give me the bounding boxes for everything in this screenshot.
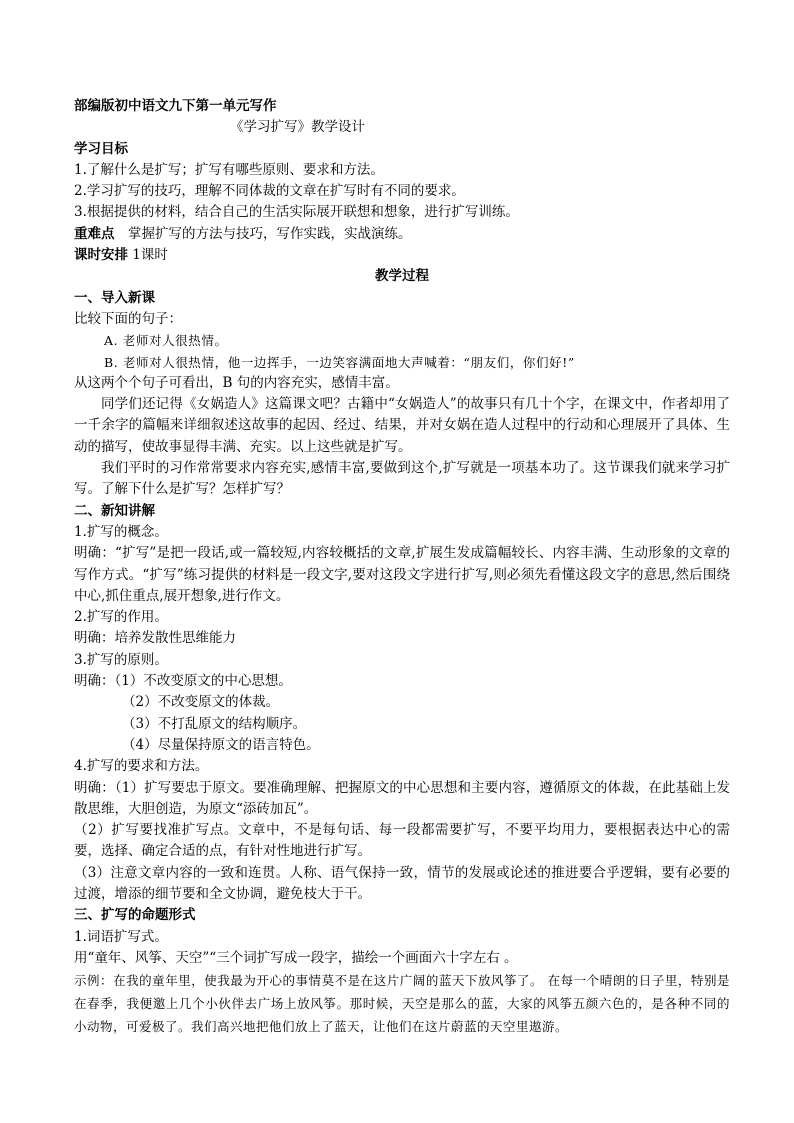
- section-heading: 二、新知讲解: [74, 502, 155, 519]
- objective-item: 2.学习扩写的技巧，理解不同体裁的文章在扩写时有不同的要求。: [74, 183, 465, 200]
- schedule-label: 课时安排: [74, 247, 128, 264]
- sentence-b: B. 老师对人很热情，他一边挥手，一边笑容满面地大声喊着：“朋友们，你们好!”: [104, 354, 575, 370]
- doc-title: 部编版初中语文九下第一单元写作: [74, 98, 277, 114]
- paragraph: 明确：培养发散性思维能力: [74, 630, 236, 647]
- key-text: 掌握扩写的方法与技巧，写作实践，实战演练。: [114, 225, 412, 242]
- subheading: 4.扩写的要求和方法。: [74, 758, 209, 775]
- schedule: [74, 245, 730, 266]
- compare-intro: 比较下面的句子：: [74, 310, 182, 327]
- paragraph: 我们平时的习作常常要求内容充实,感情丰富,要做到这个,扩写就是一项基本功了。这节课我们就来学习扩写。了解下什么是扩写？怎样扩写？: [74, 460, 730, 498]
- subheading: 1.词语扩写式。: [74, 928, 168, 945]
- principle-item: （4）尽量保持原文的语言特色。: [122, 736, 320, 753]
- process-heading: 教学过程: [375, 268, 429, 285]
- paragraph: 明确：（1）扩写要忠于原文。要准确理解、把握原文的中心思想和主要内容，遵循原文的体裁，在此基础上发散思维，大胆创造，为原文“添砖加瓦”。: [74, 779, 730, 817]
- principle-item: （2）不改变原文的体裁。: [122, 694, 280, 711]
- sentence-a: A. 老师对人很热情。: [104, 333, 228, 349]
- principle-item: 明确：（1）不改变原文的中心思想。: [74, 673, 292, 690]
- principle-item: （3）不打乱原文的结构顺序。: [122, 715, 307, 732]
- document-page: [74, 96, 730, 1038]
- section-heading: 一、导入新课: [74, 289, 155, 306]
- subheading: 1.扩写的概念。: [74, 523, 168, 540]
- section-heading: 三、扩写的命题形式: [74, 907, 196, 924]
- example-paragraph: 示例：在我的童年里，使我最为开心的事情莫不是在这片广阔的蓝天下放风筝了。 在每一个晴朗的日子里，特别是在春季，我便邀上几个小伙伴去广场上放风筝。那时候，天空是那么的蓝，大家的风筝五颜六色的，是各种不同的小动物，可爱极了。我们高兴地把他们放上了蓝天，让他们在这片蔚蓝的天空里遨游。: [74, 973, 730, 1035]
- key-label: 重难点: [74, 225, 115, 242]
- objective-item: 1.了解什么是扩写；扩写有哪些原则、要求和方法。: [74, 161, 384, 178]
- compare-note: 从这两个个句子可看出，B 句的内容充实，感情丰富。: [74, 374, 399, 391]
- paragraph: （3）注意文章内容的一致和连贯。人称、语气保持一致，情节的发展或论述的推进要合乎逻辑，要有必要的过渡，增添的细节要和全文协调，避免枝大于干。: [74, 864, 730, 902]
- subheading: 2.扩写的作用。: [74, 609, 168, 626]
- objectives-heading: 学习目标: [74, 140, 128, 157]
- paragraph: 用“童年、风筝、天空”“三个词扩写成一段字，描绘一个画面六十字左右 。: [74, 949, 518, 966]
- paragraph: （2）扩写要找准扩写点。文章中，不是每句话、每一段都需要扩写，不要平均用力，要根据表达中心的需要，选择、确定合适的点，有针对性地进行扩写。: [74, 822, 730, 860]
- doc-subtitle: 《学习扩写》教学设计: [230, 119, 365, 136]
- subheading: 3.扩写的原则。: [74, 651, 168, 668]
- paragraph: 同学们还记得《女娲造人》这篇课文吧？古籍中“女娲造人”的故事只有几十个字，在课文中，作者却用了一千余字的篇幅来详细叙述这故事的起因、经过、结果，并对女娲在造人过程中的行动和心理展开了具体、生动的描写，使故事显得丰满、充实。以上这些就是扩写。: [74, 396, 730, 455]
- paragraph: 明确：“扩写”是把一段话,或一篇较短,内容较概括的文章,扩展生发成篇幅较长、内容丰满、生动形象的文章的写作方式。“扩写”练习提供的材料是一段文字,要对这段文字进行扩写,则必须先看懂这段文字的意思,然后围绕中心,抓住重点,展开想象,进行作文。: [74, 545, 730, 604]
- key-points: [74, 224, 730, 245]
- objective-item: 3.根据提供的材料，结合自己的生活实际展开联想和想象，进行扩写训练。: [74, 204, 519, 221]
- schedule-text: 1课时: [128, 247, 168, 264]
